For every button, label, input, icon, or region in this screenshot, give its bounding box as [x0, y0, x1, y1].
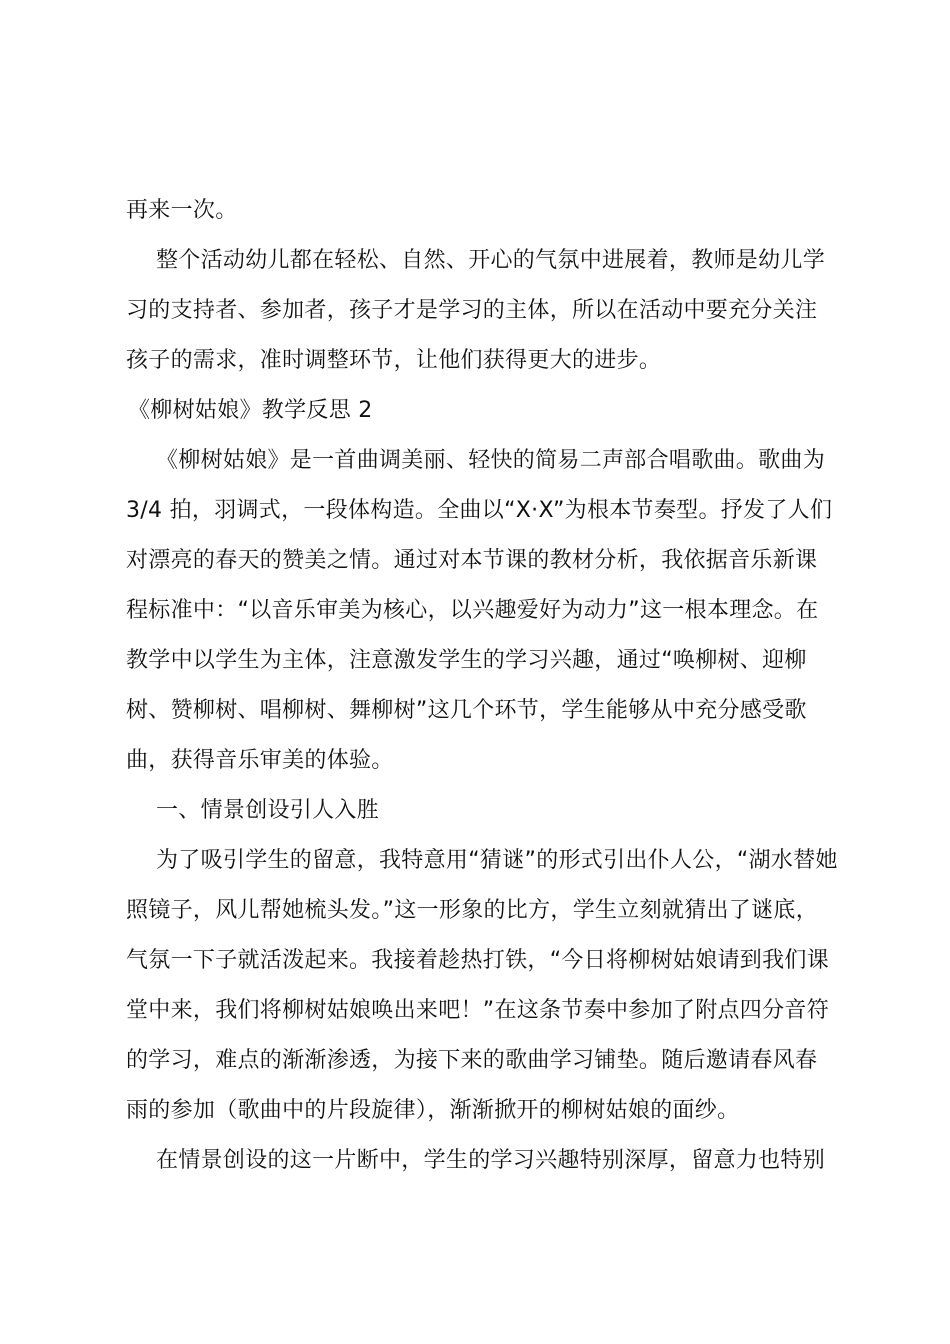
- text-line: 再来一次。: [126, 198, 238, 223]
- text-line: 曲，获得音乐审美的体验。: [126, 748, 394, 773]
- text-line: 习的支持者、参加者，孩子才是学习的主体，所以在活动中要充分关注: [126, 298, 818, 323]
- document-body: [126, 186, 838, 1186]
- text-line: 程标准中：“以音乐审美为核心，以兴趣爱好为动力”这一根本理念。在: [126, 598, 819, 623]
- paragraph-line: 《柳树姑娘》是一首曲调美丽、轻快的简易二声部合唱歌曲。歌曲为: [156, 448, 826, 473]
- text-line: 的学习，难点的渐渐渗透，为接下来的歌曲学习铺垫。随后邀请春风春: [126, 1048, 818, 1073]
- text-line: 孩子的需求，准时调整环节，让他们获得更大的进步。: [126, 348, 662, 373]
- text-line: 树、赞柳树、唱柳树、舞柳树”这几个环节，学生能够从中充分感受歌: [126, 698, 807, 723]
- subheading: 一、情景创设引人入胜: [156, 798, 380, 823]
- paragraph-line: 为了吸引学生的留意，我特意用“猜谜”的形式引出仆人公，“湖水替她: [156, 848, 838, 873]
- text-line: 气氛一下子就活泼起来。我接着趁热打铁，“今日将柳树姑娘请到我们课: [126, 948, 829, 973]
- paragraph-line: 整个活动幼儿都在轻松、自然、开心的气氛中进展着，教师是幼儿学: [156, 248, 826, 273]
- text-line: 教学中以学生为主体，注意激发学生的学习兴趣，通过“唤柳树、迎柳: [126, 648, 807, 673]
- text-line: 对漂亮的春天的赞美之情。通过对本节课的教材分析，我依据音乐新课: [126, 548, 818, 573]
- text-line: 照镜子，风儿帮她梳头发。”这一形象的比方，学生立刻就猜出了谜底，: [126, 898, 818, 923]
- text-line: 3/4 拍，羽调式，一段体构造。全曲以“X·X”为根本节奏型。抒发了人们: [126, 498, 833, 523]
- section-title: 《柳树姑娘》教学反思 2: [128, 398, 373, 423]
- paragraph-line: 在情景创设的这一片断中，学生的学习兴趣特别深厚，留意力也特别: [156, 1148, 826, 1173]
- text-line: 雨的参加（歌曲中的片段旋律），渐渐掀开的柳树姑娘的面纱。: [126, 1098, 740, 1123]
- text-line: 堂中来，我们将柳树姑娘唤出来吧！”在这条节奏中参加了附点四分音符: [126, 998, 829, 1023]
